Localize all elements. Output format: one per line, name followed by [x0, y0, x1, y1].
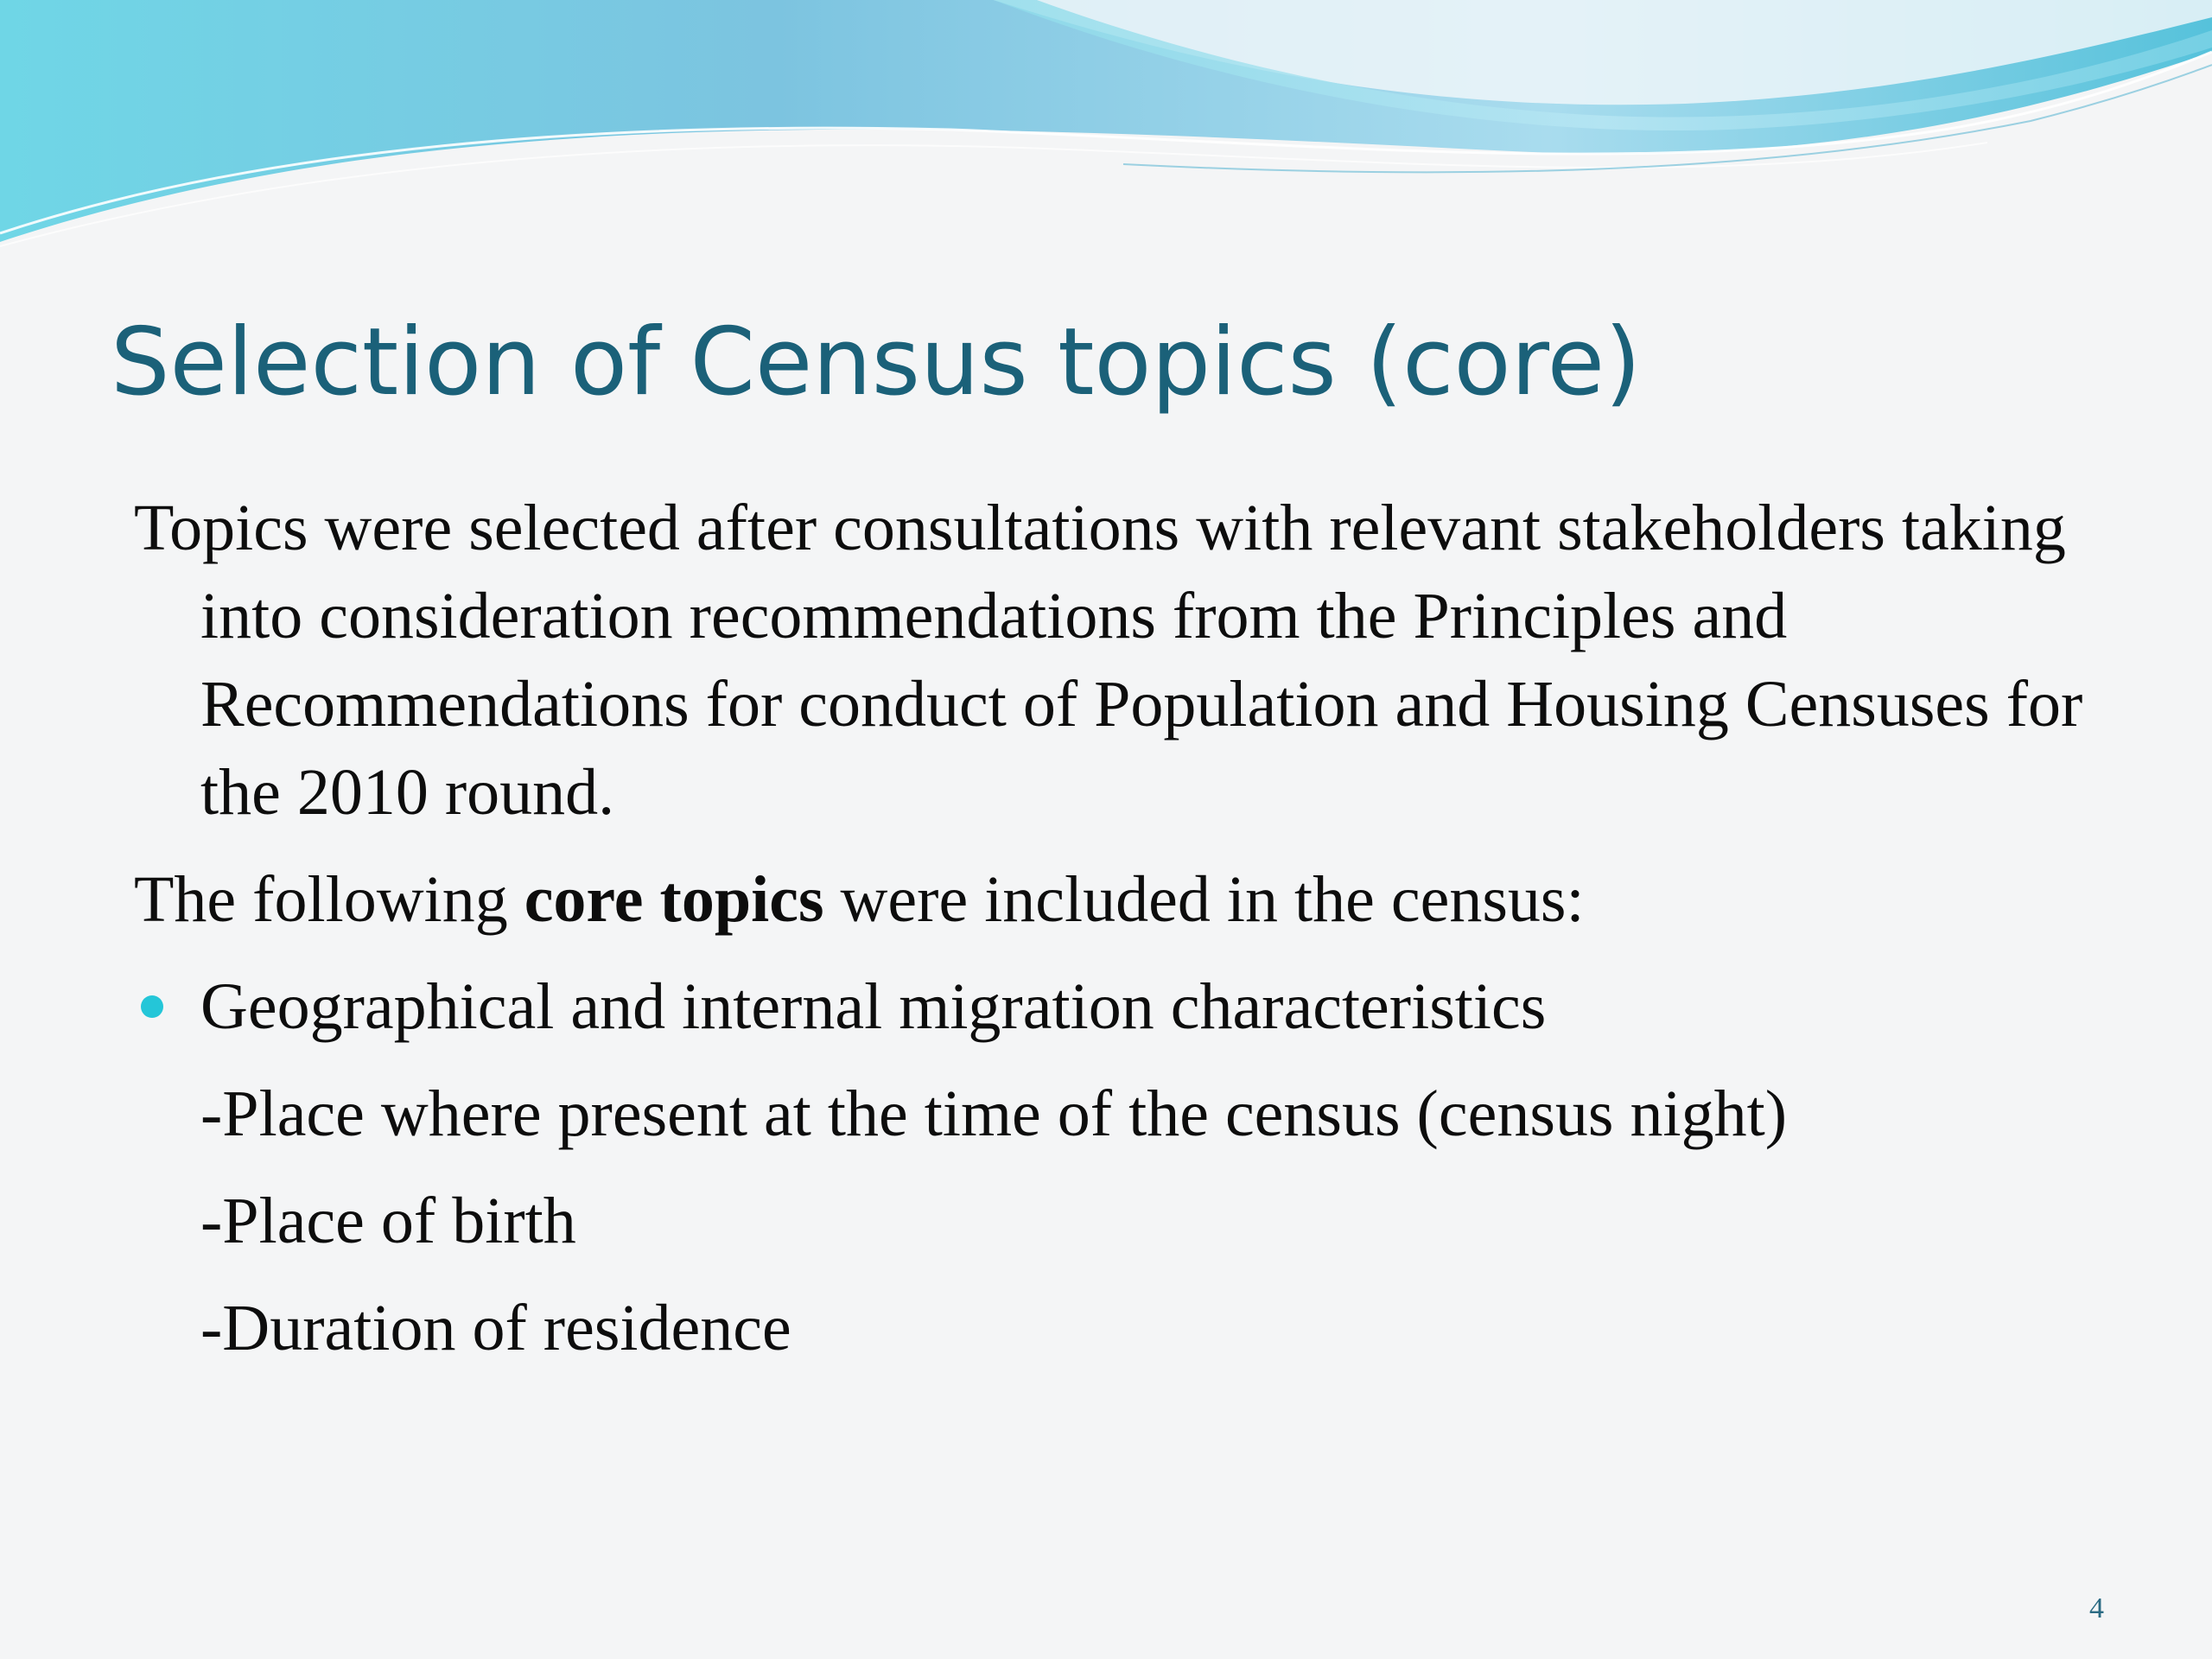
slide-title: Selection of Census topics (core): [111, 308, 1642, 416]
lead-text-bold: core topics: [524, 863, 824, 936]
lead-text-end: were included in the census:: [823, 863, 1585, 936]
page-number: 4: [2089, 1592, 2104, 1624]
intro-paragraph: Topics were selected after consultations with relevant stakeholders taking into consideration recommendations from the Principles and Recommendations for conduct of Population and Housing Censuses for the 2010 round.: [134, 492, 2083, 829]
lead-paragraph: [134, 855, 2121, 944]
sub-item-duration-of-residence: -Duration of residence: [200, 1292, 791, 1364]
bullet-text: Geographical and internal migration characteristics: [200, 970, 1547, 1043]
bullet-dot-icon: [141, 995, 163, 1018]
sub-item-place-present: -Place where present at the time of the census (census night): [200, 1077, 1788, 1150]
sub-item-place-of-birth: -Place of birth: [200, 1185, 576, 1257]
bullet-item: [134, 963, 2121, 1051]
lead-text-start: The following: [134, 863, 524, 936]
wave-header-graphic: [0, 0, 2212, 259]
slide-content: [134, 484, 2121, 1391]
